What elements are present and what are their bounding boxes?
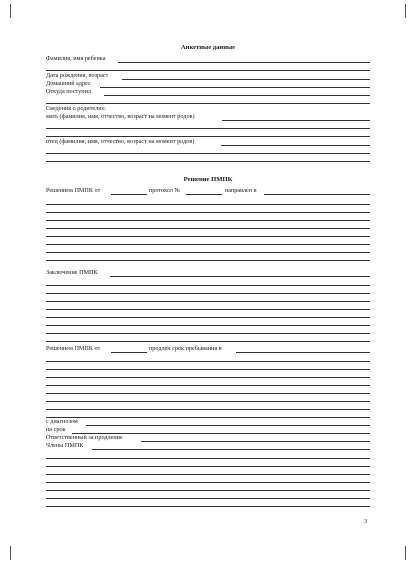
blank-line[interactable] <box>46 325 370 326</box>
responsible-label: Ответственный за продление <box>46 434 123 441</box>
mother-line[interactable] <box>222 120 370 121</box>
blank-line[interactable] <box>46 220 370 221</box>
crop-mark <box>10 4 11 18</box>
blank-line[interactable] <box>46 293 370 294</box>
stay-extended-label: продлен срок пребывания в <box>149 345 222 352</box>
conclusion-label: Заключение ПМПК <box>46 269 98 276</box>
conclusion-line[interactable] <box>110 276 370 277</box>
members-label: Члены ПМПК <box>46 442 84 449</box>
parents-info-label: Сведения о родителях: <box>46 105 106 112</box>
decision-from-label: Решением ПМПК от <box>46 187 101 194</box>
blank-line[interactable] <box>46 393 370 394</box>
arrived-from-line[interactable] <box>104 95 370 96</box>
blank-line[interactable] <box>46 341 370 342</box>
extension-from-label: Решением ПМПК от <box>46 345 101 352</box>
blank-line[interactable] <box>46 417 370 418</box>
blank-line[interactable] <box>46 317 370 318</box>
birth-date-label: Дата рождения, возраст <box>46 72 109 79</box>
crop-mark <box>10 546 11 560</box>
blank-line[interactable] <box>46 244 370 245</box>
page-number: 3 <box>364 518 368 525</box>
blank-line[interactable] <box>46 161 370 162</box>
blank-line[interactable] <box>46 301 370 302</box>
blank-line[interactable] <box>46 136 370 137</box>
decision-date-line[interactable] <box>111 194 147 195</box>
referred-to-line[interactable] <box>264 194 370 195</box>
blank-line[interactable] <box>46 260 370 261</box>
blank-line[interactable] <box>46 474 370 475</box>
blank-line[interactable] <box>46 482 370 483</box>
blank-line[interactable] <box>46 153 370 154</box>
blank-line[interactable] <box>46 70 370 71</box>
blank-line[interactable] <box>46 204 370 205</box>
diagnosis-line[interactable] <box>86 425 370 426</box>
arrived-from-label: Откуда поступил <box>46 88 91 95</box>
home-address-line[interactable] <box>100 87 370 88</box>
crop-mark <box>405 546 406 560</box>
blank-line[interactable] <box>46 466 370 467</box>
blank-line[interactable] <box>46 228 370 229</box>
blank-line[interactable] <box>46 361 370 362</box>
blank-line[interactable] <box>46 309 370 310</box>
home-address-label: Домашний адрес <box>46 80 91 87</box>
blank-line[interactable] <box>46 285 370 286</box>
period-label: на срок <box>46 426 66 433</box>
responsible-line[interactable] <box>141 441 370 442</box>
blank-line[interactable] <box>46 236 370 237</box>
diagnosis-label: с диагнозом <box>46 418 78 425</box>
protocol-label: протокол № <box>149 187 181 194</box>
questionnaire-title: Анкетные данные <box>180 44 236 51</box>
blank-line[interactable] <box>46 506 370 507</box>
blank-line[interactable] <box>46 385 370 386</box>
blank-line[interactable] <box>46 458 370 459</box>
extension-date-line[interactable] <box>111 352 147 353</box>
birth-date-line[interactable] <box>122 79 370 80</box>
child-name-line[interactable] <box>118 62 370 63</box>
members-line[interactable] <box>92 449 370 450</box>
blank-line[interactable] <box>46 252 370 253</box>
pmpk-title: Решение ПМПК <box>183 176 233 183</box>
stay-extended-line[interactable] <box>236 352 370 353</box>
blank-line[interactable] <box>46 212 370 213</box>
blank-line[interactable] <box>46 401 370 402</box>
child-name-label: Фамилия, имя ребенка <box>46 55 106 62</box>
father-label: отец (фамилия, имя, отчество, возраст на момент родов) <box>46 138 195 145</box>
crop-mark <box>405 4 406 18</box>
blank-line[interactable] <box>46 377 370 378</box>
father-line[interactable] <box>221 145 370 146</box>
blank-line[interactable] <box>46 333 370 334</box>
blank-line[interactable] <box>46 369 370 370</box>
blank-line[interactable] <box>46 498 370 499</box>
referred-to-label: направлен в <box>225 187 257 194</box>
blank-line[interactable] <box>46 128 370 129</box>
blank-line[interactable] <box>46 490 370 491</box>
protocol-number-line[interactable] <box>186 194 222 195</box>
mother-label: мать (фамилия, имя, отчество, возраст на момент родов) <box>46 113 195 120</box>
blank-line[interactable] <box>46 409 370 410</box>
blank-line[interactable] <box>46 103 370 104</box>
